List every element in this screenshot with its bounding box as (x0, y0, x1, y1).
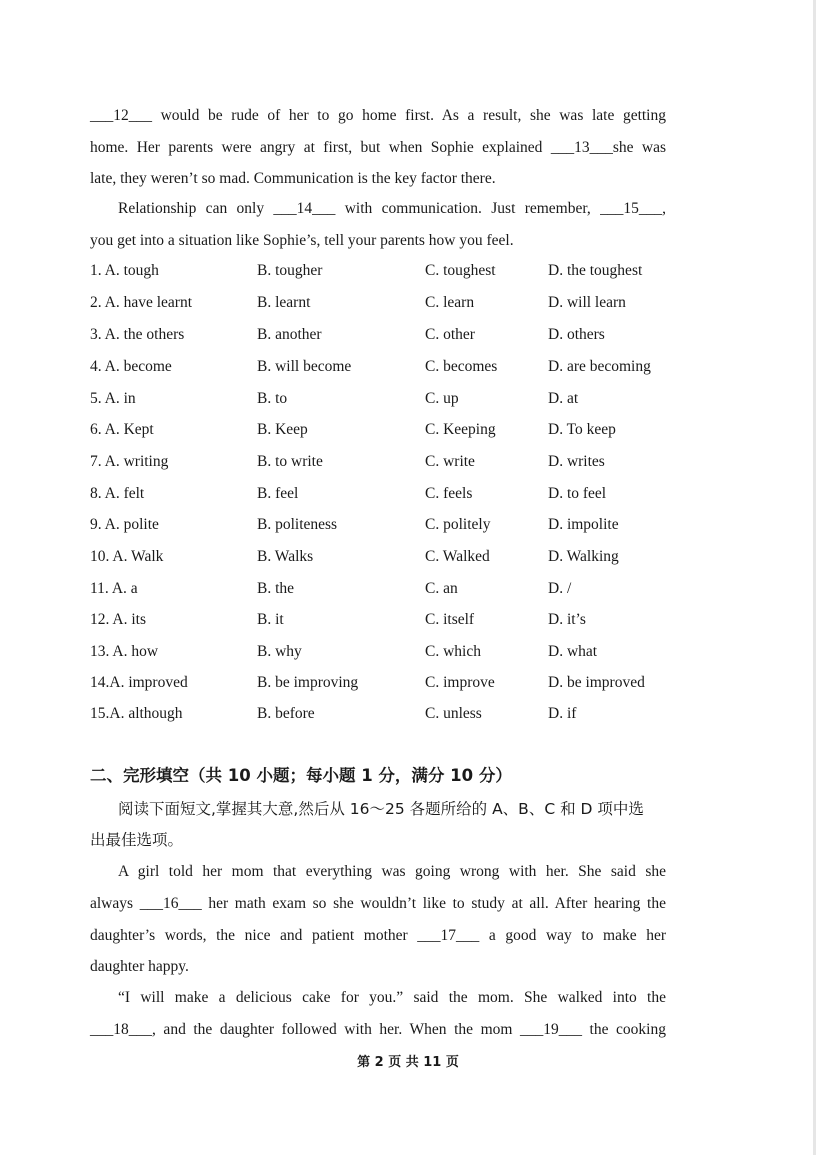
option-c: C. which (425, 643, 481, 660)
option-a: 13. A. how (90, 643, 159, 660)
option-c: C. becomes (425, 358, 498, 375)
option-a: 1. A. tough (90, 262, 159, 279)
option-a: 7. A. writing (90, 453, 169, 470)
option-b: B. to write (257, 453, 323, 470)
passage-line: home. Her parents were angry at first, but when Sophie explained ___13___she was (90, 139, 666, 156)
option-a: 11. A. a (90, 580, 138, 597)
passage-line: you get into a situation like Sophie’s, tell your parents how you feel. (90, 232, 514, 249)
option-c: C. learn (425, 294, 475, 311)
option-d: D. it’s (548, 611, 586, 628)
option-d: D. impolite (548, 516, 619, 533)
option-d: D. be improved (548, 674, 645, 691)
option-c: C. up (425, 390, 459, 407)
option-a: 10. A. Walk (90, 548, 164, 565)
section-heading: 二、完形填空（共 10 小题；每小题 1 分，满分 10 分） (90, 766, 512, 785)
option-c: C. itself (425, 611, 475, 628)
option-d: D. what (548, 643, 598, 660)
option-d: D. are becoming (548, 358, 651, 375)
option-row (90, 484, 670, 504)
option-c: C. unless (425, 705, 482, 722)
option-a: 5. A. in (90, 390, 136, 407)
option-b: B. why (257, 643, 302, 660)
option-c: C. improve (425, 674, 495, 691)
option-c: C. feels (425, 485, 473, 502)
option-b: B. be improving (257, 674, 359, 691)
option-c: C. toughest (425, 262, 496, 279)
option-b: B. before (257, 705, 315, 722)
option-a: 2. A. have learnt (90, 294, 193, 311)
option-row (90, 515, 670, 535)
option-b: B. tougher (257, 262, 323, 279)
option-row (90, 389, 670, 409)
option-row (90, 452, 670, 472)
option-c: C. politely (425, 516, 491, 533)
option-c: C. other (425, 326, 475, 343)
option-a: 8. A. felt (90, 485, 145, 502)
passage-line: ___18___, and the daughter followed with her. When the mom ___19___ the cooking (90, 1021, 666, 1038)
option-b: B. politeness (257, 516, 338, 533)
passage-line: daughter’s words, the nice and patient mother ___17___ a good way to make her (90, 927, 666, 944)
option-b: B. Keep (257, 421, 308, 438)
option-b: B. to (257, 390, 288, 407)
passage-line: Relationship can only ___14___ with communication. Just remember, ___15___, (118, 200, 666, 217)
option-a: 6. A. Kept (90, 421, 154, 438)
option-b: B. will become (257, 358, 352, 375)
option-c: C. an (425, 580, 458, 597)
option-d: D. will learn (548, 294, 626, 311)
option-d: D. if (548, 705, 577, 722)
option-d: D. the toughest (548, 262, 643, 279)
instruction-text: 出最佳选项。 (90, 831, 184, 849)
passage-line: A girl told her mom that everything was going wrong with her. She said she (118, 863, 666, 880)
option-a: 12. A. its (90, 611, 146, 628)
option-c: C. Keeping (425, 421, 496, 438)
option-a: 4. A. become (90, 358, 172, 375)
option-row (90, 420, 670, 440)
page-number: 第 2 页 共 11 页 (357, 1055, 459, 1070)
option-b: B. the (257, 580, 295, 597)
option-a: 14.A. improved (90, 674, 188, 691)
option-d: D. / (548, 580, 572, 597)
passage-line: “I will make a delicious cake for you.” said the mom. She walked into the (118, 989, 666, 1006)
option-a: 9. A. polite (90, 516, 159, 533)
option-d: D. others (548, 326, 605, 343)
passage-line: daughter happy. (90, 958, 189, 975)
option-d: D. at (548, 390, 579, 407)
option-d: D. Walking (548, 548, 619, 565)
option-row (90, 325, 670, 345)
option-row (90, 673, 670, 693)
passage-line: late, they weren’t so mad. Communication is the key factor there. (90, 170, 496, 187)
option-b: B. it (257, 611, 284, 628)
option-b: B. another (257, 326, 322, 343)
option-a: 3. A. the others (90, 326, 185, 343)
option-d: D. to feel (548, 485, 607, 502)
option-row (90, 293, 670, 313)
option-b: B. feel (257, 485, 299, 502)
option-c: C. write (425, 453, 475, 470)
option-row (90, 357, 670, 377)
passage-line: always ___16___ her math exam so she wouldn’t like to study at all. After hearing the (90, 895, 666, 912)
option-b: B. learnt (257, 294, 311, 311)
option-row (90, 642, 670, 662)
option-row (90, 261, 670, 281)
option-d: D. writes (548, 453, 605, 470)
instruction-text: 阅读下面短文,掌握其大意,然后从 16～25 各题所给的 A、B、C 和 D 项中选 (118, 800, 644, 818)
option-d: D. To keep (548, 421, 616, 438)
option-row (90, 579, 670, 599)
option-row (90, 547, 670, 567)
option-row (90, 704, 670, 724)
passage-line: ___12___ would be rude of her to go home first. As a result, she was late getting (90, 107, 666, 124)
option-b: B. Walks (257, 548, 314, 565)
option-c: C. Walked (425, 548, 490, 565)
option-row (90, 610, 670, 630)
option-a: 15.A. although (90, 705, 183, 722)
